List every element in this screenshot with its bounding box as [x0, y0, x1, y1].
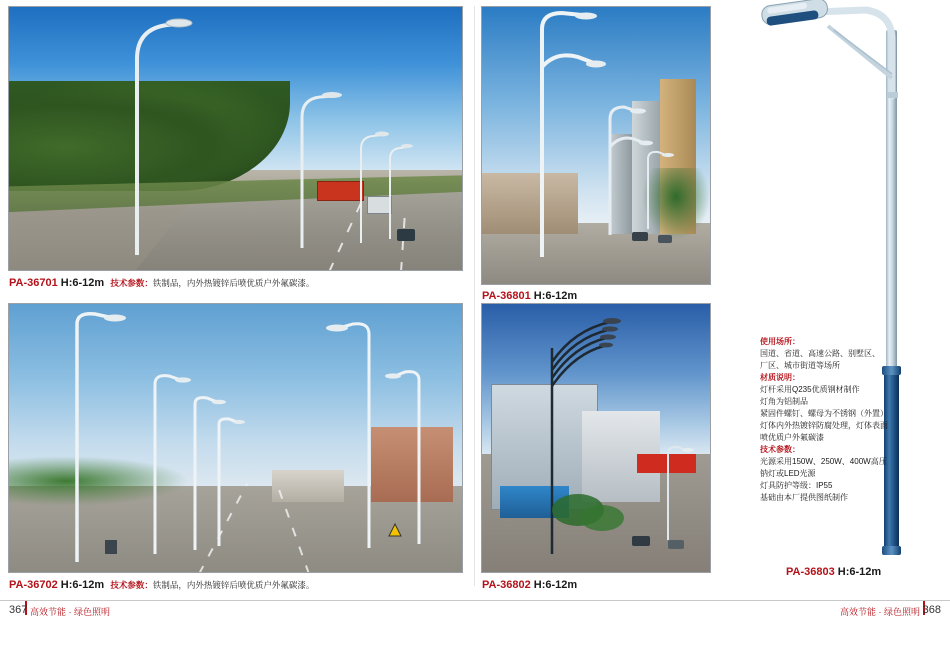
product-height: H:6-12m: [837, 566, 882, 578]
product-height: H:6-12m: [60, 277, 105, 289]
product-photo-pa-36801: [481, 6, 711, 285]
usage-line-2: 厂区、城市街道等场所: [760, 361, 840, 370]
material-line-5: 喷优质户外氟碳漆: [760, 433, 824, 442]
tech-label: 技术参数：: [110, 278, 153, 288]
caption-pa-36803: [786, 566, 881, 578]
page-number-left: 367: [9, 604, 28, 616]
footer-slogan-right: 高效节能 · 绿色照明: [840, 607, 920, 617]
tech-text: 铁制品，内外热镀锌后喷优质户外氟碳漆。: [152, 580, 315, 590]
tech-line-3: 灯具防护等级：IP55: [760, 481, 833, 490]
product-code: PA-36801: [482, 290, 531, 302]
product-photo-pa-36802: [481, 303, 711, 573]
footer-slogan-left: 高效节能 · 绿色照明: [30, 607, 110, 617]
product-photo-pa-36701: [8, 6, 463, 271]
tech-text: 铁制品，内外热镀锌后喷优质户外氟碳漆。: [152, 278, 315, 288]
product-code: PA-36702: [9, 579, 58, 591]
material-heading: 材质说明：: [760, 373, 800, 382]
tech-label: 技术参数：: [110, 580, 153, 590]
product-code: PA-36802: [482, 579, 531, 591]
tech-line-1: 光源采用150W、250W、400W高压: [760, 457, 887, 466]
material-line-3: 紧固件螺钉、螺母为不锈钢（外置）: [760, 409, 888, 418]
material-line-1: 灯杆采用Q235优质钢材制作: [760, 385, 860, 394]
usage-line-1: 国道、省道、高速公路、别墅区、: [760, 349, 880, 358]
photo-streetlight-overlay: [9, 7, 463, 271]
caption-pa-36801: [482, 290, 577, 302]
product-code: PA-36701: [9, 277, 58, 289]
photo-streetlight-overlay: [482, 304, 711, 573]
product-height: H:6-12m: [533, 290, 578, 302]
tech-line-2: 钠灯或LED光源: [760, 469, 816, 478]
product-code: PA-36803: [786, 566, 835, 578]
usage-heading: 使用场所：: [760, 337, 800, 346]
page-gutter-divider: [474, 6, 475, 586]
tech-heading: 技术参数：: [760, 445, 800, 454]
material-line-2: 灯角为铝制品: [760, 397, 808, 406]
caption-pa-36701: [9, 277, 314, 289]
footer-divider: [0, 600, 950, 601]
product-height: H:6-12m: [60, 579, 105, 591]
tech-line-4: 基础由本厂提供图纸制作: [760, 493, 848, 502]
caption-pa-36702: [9, 579, 314, 591]
material-line-4: 灯体内外热镀锌防腐处理，灯体表面: [760, 421, 888, 430]
specification-block: [760, 336, 940, 504]
product-height: H:6-12m: [533, 579, 578, 591]
product-photo-pa-36702: [8, 303, 463, 573]
caption-pa-36802: [482, 579, 577, 591]
photo-streetlight-overlay: [9, 304, 463, 573]
page-number-right: 368: [922, 604, 941, 616]
photo-streetlight-overlay: [482, 7, 711, 285]
